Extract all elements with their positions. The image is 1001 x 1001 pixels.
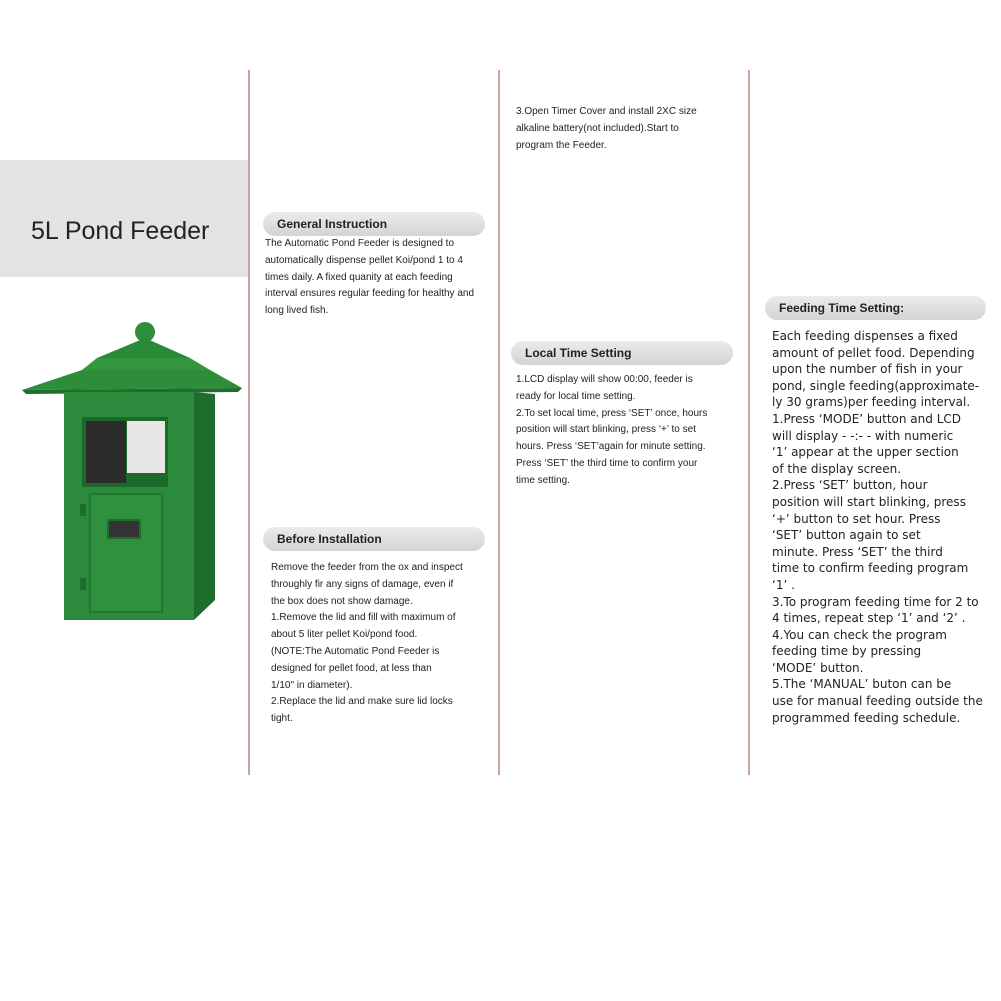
local-time-heading: Local Time Setting	[511, 341, 733, 365]
roof-upper	[82, 358, 210, 370]
battery-install-text: 3.Open Timer Cover and install 2XC size alkaline battery(not included).Start to program the Feeder.	[516, 106, 697, 151]
feeding-time-text: Each feeding dispenses a fixed amount of pellet food. Depending upon the number of fish in your pond, single feeding(approximate- ly 30 grams)per feeding interval. 1.Press ‘MODE’ button and LCD will display - -:- - with numeric ‘1’ appear at the upper section of the display screen. 2.Press ‘SET’ button, hour position will start blinking, press ‘+’ button to set hour. Press ‘SET’ button again to set minute. Press ‘SET’ the third time to confirm feeding program ‘1’ . 3.To program feeding time for 2 to 4 times, repeat step ‘1’ and ‘2’ . 4.You can check the program feeding time by pressing ‘MODE’ button. 5.The ‘MANUAL’ buton can be use for manual feeding outside the programmed feeding schedule.	[772, 329, 983, 725]
window-light	[127, 421, 165, 473]
before-installation-text: Remove the feeder from the ox and inspect throughly fir any signs of damage, even if the box does not show damage. 1.Remove the lid and fill with maximum of about 5 liter pellet Koi/pond food. (NOTE:The Automatic Pond Feeder is designed for pellet food, at less than 1/10" in diameter). 2.Replace the lid and make sure lid locks tight.	[271, 562, 463, 725]
column-divider-1	[248, 70, 250, 775]
feeder-side	[194, 392, 215, 620]
page-title: 5L Pond Feeder	[31, 217, 210, 245]
title-band	[0, 160, 248, 277]
timer-door	[90, 494, 162, 612]
feeding-time-heading: Feeding Time Setting:	[765, 296, 986, 320]
hinge-bottom	[80, 578, 86, 590]
local-time-text: 1.LCD display will show 00:00, feeder is ready for local time setting. 2.To set local time, press ‘SET’ once, hours position will start blinking, press ‘+’ to set hours. Press ‘SET’again for minute setting. Press ‘SET’ the third time to confirm your time setting.	[516, 374, 708, 486]
timer-display-window	[108, 520, 140, 538]
roof-top	[97, 338, 190, 358]
roof-main	[22, 370, 242, 390]
green-pond-feeder-photo	[20, 320, 245, 630]
column-divider-2	[498, 70, 500, 775]
before-installation-heading: Before Installation	[263, 527, 485, 551]
column-divider-3	[748, 70, 750, 775]
general-instruction-text: The Automatic Pond Feeder is designed to automatically dispense pellet Koi/pond 1 to 4 times daily. A fixed quanity at each feeding interval ensures regular feeding for healthy and long lived fish.	[265, 238, 475, 317]
general-instruction-heading: General Instruction	[263, 212, 485, 236]
hinge-top	[80, 504, 86, 516]
window-dark	[86, 421, 126, 483]
